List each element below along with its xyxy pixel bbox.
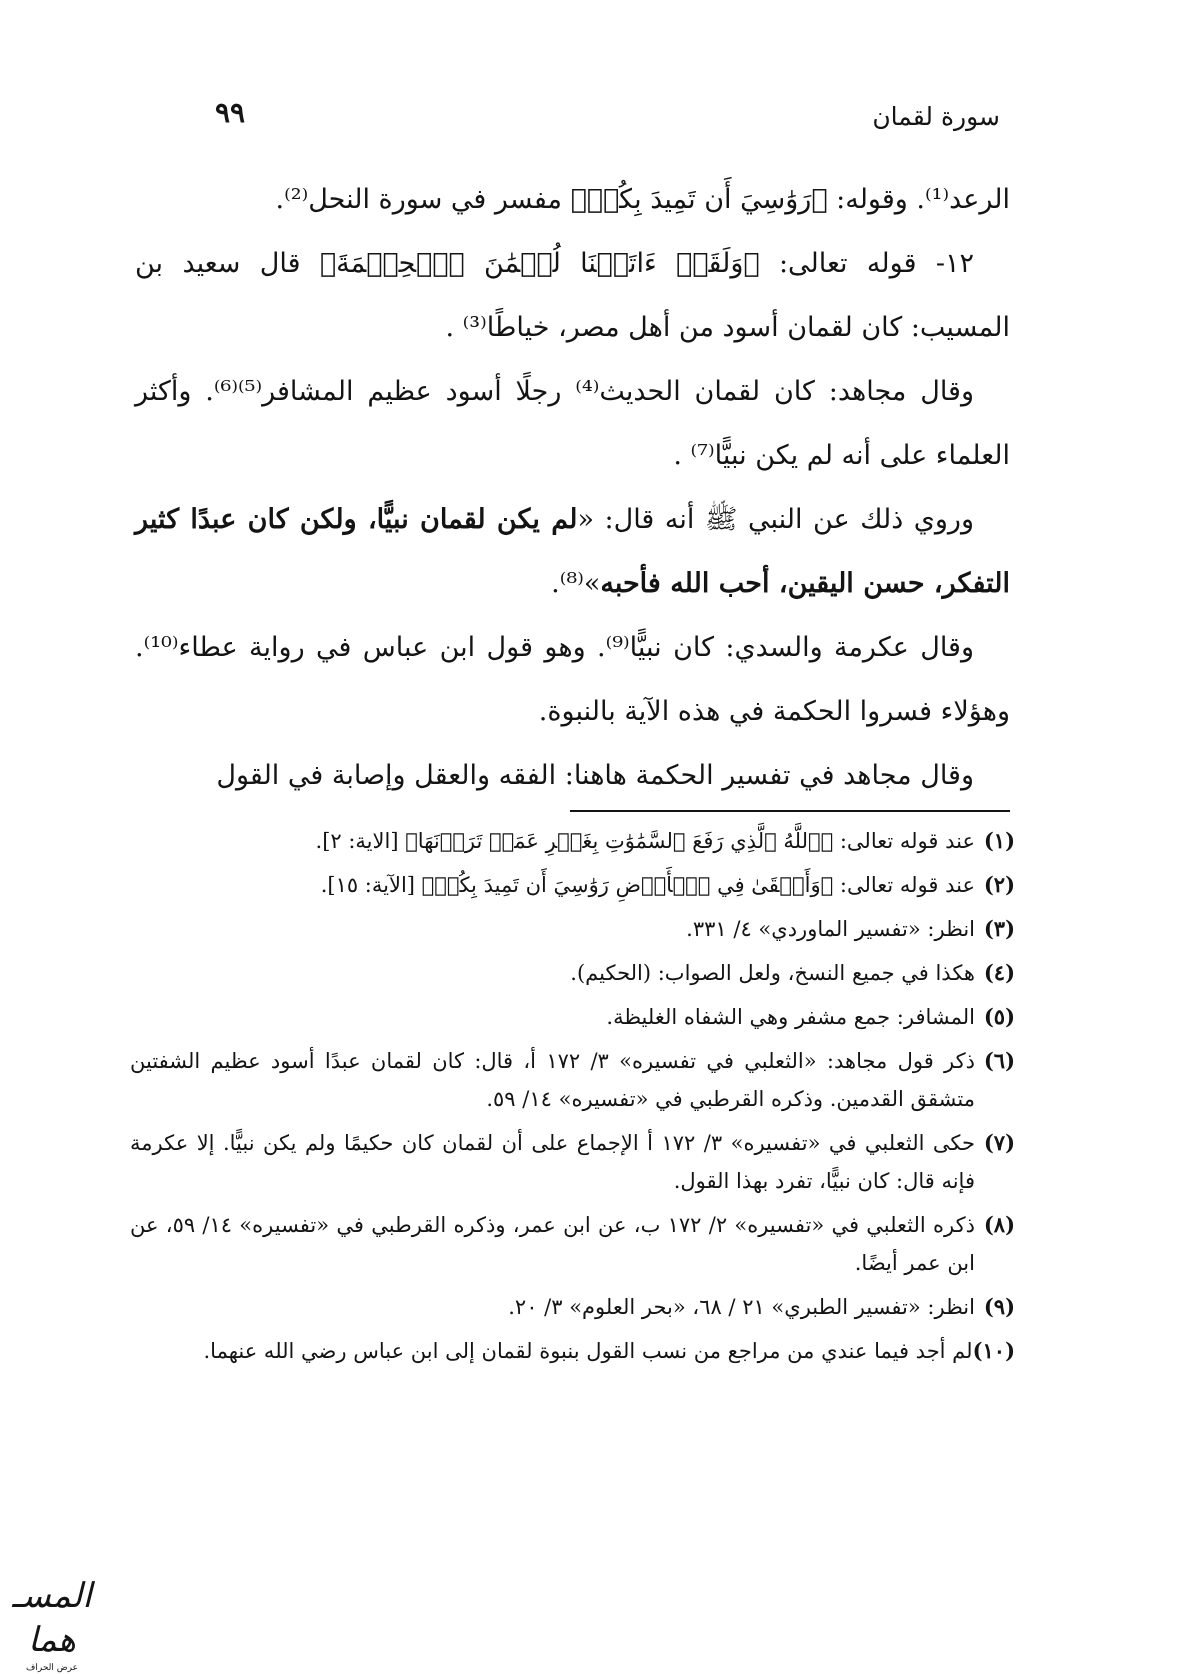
footnote (130, 910, 1015, 948)
footnotes (130, 822, 1015, 1376)
main-text (135, 168, 1010, 808)
footnote-number: (١٠) (972, 1338, 1015, 1363)
footnote-number: (٦) (983, 1048, 1015, 1073)
footnote-text: هكذا في جميع النسخ، ولعل الصواب: (الحكيم). (570, 961, 975, 985)
footnote (130, 822, 1015, 860)
footnote-text: لم أجد فيما عندي من مراجع من نسب القول بنبوة لقمان إلى ابن عباس رضي الله عنهما. (203, 1339, 973, 1363)
footnote-number: (٩) (983, 1294, 1015, 1319)
footnote-text: ذكر قول مجاهد: «الثعلبي في تفسيره» ٣/ ١٧٢ أ، قال: كان لقمان عبدًا أسود عظيم الشفتين متشقق القدمين. وذكره القرطبي في «تفسيره» ١٤/ ٥٩. (130, 1049, 975, 1111)
paragraph-4-lead: وروي ذلك عن النبي ﷺ أنه قال: « (577, 504, 975, 535)
paragraph-6: وقال مجاهد في تفسير الحكمة هاهنا: الفقه والعقل وإصابة في القول (216, 760, 974, 791)
footnote (130, 1042, 1015, 1118)
footnote-text: انظر: «تفسير الطبري» ٢١ / ٦٨، «بحر العلوم» ٣/ ٢٠. (508, 1295, 975, 1319)
footnote (130, 1332, 1015, 1370)
footnote-number: (٤) (983, 960, 1015, 985)
page-header (200, 96, 1000, 136)
footnote-number: (٨) (983, 1212, 1015, 1237)
footnote-number: (٢) (983, 872, 1015, 897)
running-title: سورة لقمان (872, 102, 1000, 131)
footnote-text: حكى الثعلبي في «تفسيره» ٣/ ١٧٢ أ الإجماع على أن لقمان كان حكيمًا ولم يكن نبيًّا. إلا عكرمة فإنه قال: كان نبيًّا، تفرد بهذا القول. (130, 1131, 975, 1193)
footnote-text: عند قوله تعالى: ﴿ٱللَّهُ ٱلَّذِي رَفَعَ ٱلسَّمَٰوَٰتِ بِغَيۡرِ عَمَدٖ تَرَوۡنَهَا﴾ [الاية: ٢]. (315, 829, 975, 853)
stamp-calligraphy: المسـ هما (12, 1576, 92, 1660)
footnote-number: (٧) (983, 1130, 1015, 1155)
footnote-text: انظر: «تفسير الماوردي» ٤/ ٣٣١. (686, 917, 975, 941)
footnote (130, 1206, 1015, 1282)
footnote-number: (٥) (983, 1004, 1015, 1029)
paragraph-4 (135, 488, 1010, 616)
footnote-number: (١) (983, 828, 1015, 853)
footnote (130, 1288, 1015, 1326)
hadith-quote: لم يكن لقمان نبيًّا، ولكن كان عبدًا كثير التفكر، حسن اليقين، أحب الله فأحبه (135, 504, 1010, 599)
footnote-text: ذكره الثعلبي في «تفسيره» ٢/ ١٧٢ ب، عن ابن عمر، وذكره القرطبي في «تفسيره» ١٤/ ٥٩، عن ابن عمر أيضًا. (130, 1213, 975, 1275)
footnote-text: عند قوله تعالى: ﴿وَأَلۡقَىٰ فِي ٱلۡأَرۡضِ رَوَٰسِيَ أَن تَمِيدَ بِكُمۡ﴾ [الآية: ١٥]. (320, 873, 975, 897)
paragraph-4-end: »⁽⁸⁾. (551, 568, 601, 599)
stamp-caption: عرض الحراف (26, 1663, 78, 1673)
footnote (130, 866, 1015, 904)
footnote (130, 954, 1015, 992)
library-stamp-logo (6, 1574, 98, 1673)
footnote (130, 998, 1015, 1036)
paragraph-3: وقال مجاهد: كان لقمان الحديث⁽⁴⁾ رجلًا أسود عظيم المشافر⁽⁵⁾⁽⁶⁾. وأكثر العلماء على أنه لم يكن نبيًّا⁽⁷⁾ . (135, 376, 1010, 471)
paragraph-2: ١٢- قوله تعالى: ﴿وَلَقَدۡ ءَاتَيۡنَا لُقۡمَٰنَ ٱلۡحِكۡمَةَ﴾ قال سعيد بن المسيب: كان لقمان أسود من أهل مصر، خياطًا⁽³⁾ . (135, 248, 1010, 343)
footnote-number: (٣) (983, 916, 1015, 941)
footnote-divider (570, 810, 1010, 812)
paragraph-5: وقال عكرمة والسدي: كان نبيًّا⁽⁹⁾. وهو قول ابن عباس في رواية عطاء⁽¹⁰⁾. وهؤلاء فسروا الحكمة في هذه الآية بالنبوة. (135, 632, 1010, 727)
paragraph-1: الرعد⁽¹⁾. وقوله: ﴿رَوَٰسِيَ أَن تَمِيدَ بِكُمۡ﴾ مفسر في سورة النحل⁽²⁾. (275, 184, 1010, 215)
page-number: ٩٩ (215, 96, 246, 129)
footnote-text: المشافر: جمع مشفر وهي الشفاه الغليظة. (606, 1005, 975, 1029)
footnote (130, 1124, 1015, 1200)
